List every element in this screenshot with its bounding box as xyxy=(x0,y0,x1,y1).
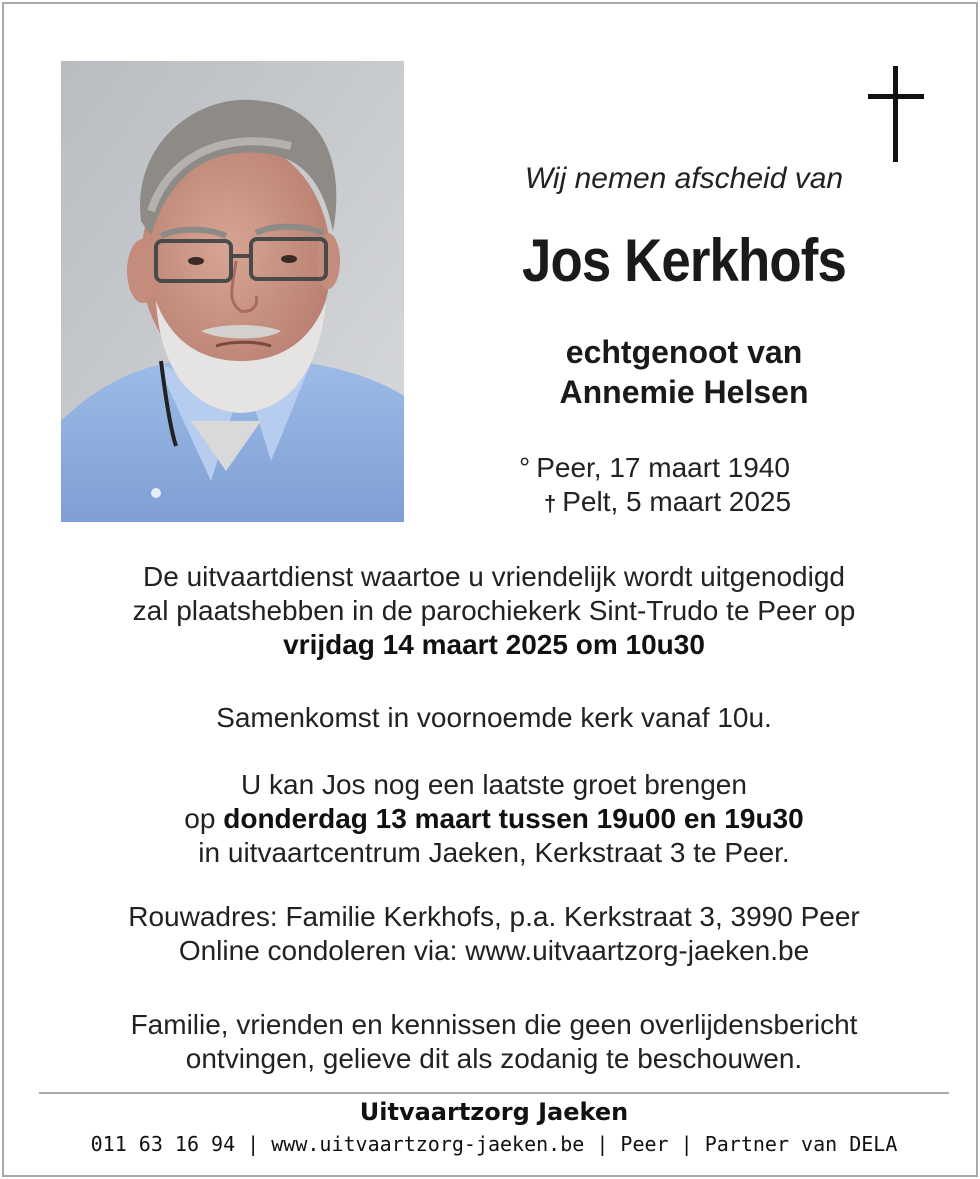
spouse-relation: echtgenoot van xyxy=(565,334,803,370)
birth-line xyxy=(519,452,849,484)
death-details: Pelt, 5 maart 2025 xyxy=(562,486,792,517)
mourning-address: Rouwadres: Familie Kerkhofs, p.a. Kerkstraat 3, 3990 Peer xyxy=(128,901,860,932)
deceased-name: Jos Kerkhofs xyxy=(522,227,846,294)
visitation-date-time: donderdag 13 maart tussen 19u00 en 19u30 xyxy=(223,803,804,834)
visitation-location: in uitvaartcentrum Jaeken, Kerkstraat 3 te Peer. xyxy=(198,837,790,868)
birth-details: Peer, 17 maart 1940 xyxy=(536,452,790,483)
visitation-date-line xyxy=(24,802,964,836)
portrait-photo xyxy=(61,61,404,522)
closing-line-1: Familie, vrienden en kennissen die geen overlijdensbericht xyxy=(130,1009,858,1040)
funeral-home-details: 011 63 16 94 | www.uitvaartzorg-jaeken.be | Peer | Partner van DELA xyxy=(90,1132,898,1156)
obituary-card xyxy=(2,2,978,1177)
closing-line-2: ontvingen, gelieve dit als zodanig te beschouwen. xyxy=(185,1043,803,1074)
cross-icon xyxy=(868,66,924,162)
visitation-prefix: op xyxy=(184,803,216,834)
service-date-time: vrijdag 14 maart 2025 om 10u30 xyxy=(283,629,705,660)
online-condolences: Online condoleren via: www.uitvaartzorg-jaeken.be xyxy=(178,935,810,966)
footer-divider xyxy=(39,1092,949,1094)
dagger-icon: † xyxy=(544,491,557,516)
service-paragraph xyxy=(24,560,964,662)
spouse-name: Annemie Helsen xyxy=(559,374,809,410)
visitation-paragraph xyxy=(24,768,964,870)
contact-paragraph xyxy=(24,900,964,968)
service-line-1: De uitvaartdienst waartoe u vriendelijk wordt uitgenodigd xyxy=(143,561,845,592)
service-line-2: zal plaatshebben in de parochiekerk Sint-Trudo te Peer op xyxy=(132,595,856,626)
closing-paragraph xyxy=(24,1008,964,1076)
gathering-line: Samenkomst in voornoemde kerk vanaf 10u. xyxy=(216,702,772,733)
intro-text: Wij nemen afscheid van xyxy=(524,162,844,195)
portrait-illustration xyxy=(61,61,404,522)
birth-symbol: ° xyxy=(519,452,531,483)
funeral-home-name: Uitvaartzorg Jaeken xyxy=(359,1098,629,1126)
death-line xyxy=(544,486,874,518)
visitation-line-1: U kan Jos nog een laatste groet brengen xyxy=(241,769,747,800)
